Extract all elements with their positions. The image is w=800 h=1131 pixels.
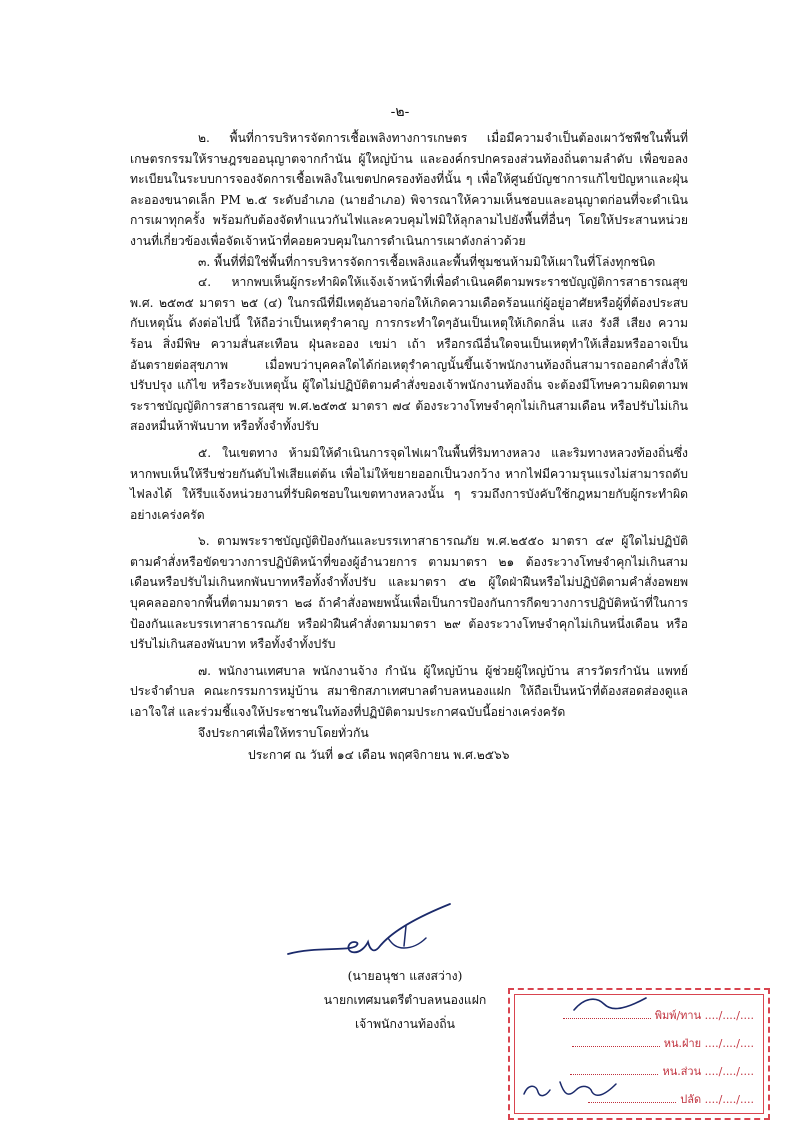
- clause-2: ๒. พื้นที่การบริหารจัดการเชื้อเพลิงทางการเกษตร เมื่อมีความจำเป็นต้องเผาวัชพืชในพื้นที่เกษตรกรรมให้ราษฎรขออนุญาตจากกำนัน ผู้ใหญ่บ้าน และองค์กรปกครองส่วนท้องถิ่นตามลำดับ เพื่อขอลงทะเบียนในระบบการจองจัดการเชื้อเพลิงในเขตปกครองท้องที่นั้น ๆ เพื่อให้ศูนย์บัญชาการแก้ไขปัญหาและฝุ่นละอองขนาดเล็ก PM ๒.๕ ระดับอำเภอ (นายอำเภอ) พิจารณาให้ความเห็นชอบและอนุญาตก่อนที่จะดำเนินการเผาทุกครั้ง พร้อมกับต้องจัดทำแนวกันไฟและควบคุมไฟมิให้ลุกลามไปยังพื้นที่อื่นๆ โดยให้ประสานหน่วยงานที่เกี่ยวข้องเพื่อจัดเจ้าหน้าที่คอยควบคุมในการดำเนินการเผาดังกล่าวด้วย: [130, 131, 688, 248]
- signature-image: [280, 898, 460, 964]
- stamp-date-clerk: ..../..../....: [704, 1093, 754, 1106]
- signer-role: เจ้าพนักงานท้องถิ่น: [354, 1017, 456, 1031]
- stamp-handwritten-signature: [520, 1074, 620, 1104]
- stamp-date-section-head: ..../..../....: [704, 1037, 754, 1050]
- signer-position: นายกเทศมนตรีตำบลหนองแฝก: [323, 993, 487, 1007]
- clause-7: ๗. พนักงานเทศบาล พนักงานจ้าง กำนัน ผู้ใหญ่บ้าน ผู้ช่วยผู้ใหญ่บ้าน สารวัตรกำนัน แพทย์ประจำตำบล คณะกรรมการหมู่บ้าน สมาชิกสภาเทศบาลตำบลหนองแฝก ให้ถือเป็นหน้าที่ต้องสอดส่องดูแลเอาใจใส่ และร่วมชี้แจงให้ประชาชนในท้องที่ปฏิบัติตามประกาศฉบับนี้อย่างเคร่งครัด: [130, 663, 688, 720]
- closing-statement: จึงประกาศเพื่อให้ทราบโดยทั่วกัน: [198, 725, 369, 740]
- clause-3: ๓. พื้นที่ที่มิใช่พื้นที่การบริหารจัดการเชื้อเพลิงและพื้นที่ชุมชนห้ามมิให้เผาในที่โล่งทุกชนิด: [198, 254, 656, 269]
- stamp-row-clerk: ปลัด ..../..../....: [588, 1090, 754, 1108]
- stamp-date-division-head: ..../..../....: [704, 1065, 754, 1078]
- stamp-date-typing: ..../..../....: [704, 1009, 754, 1022]
- clause-5: ๕. ในเขตทาง ห้ามมิให้ดำเนินการจุดไฟเผาในพื้นที่ริมทางหลวง และริมทางหลวงท้องถิ่นซึ่งหากพบเห็นให้รีบช่วยกันดับไฟเสียแต่ต้น เพื่อไม่ให้ขยายออกเป็นวงกว้าง หากไฟมีความรุนแรงไม่สามารถดับไฟลงได้ ให้รีบแจ้งหน่วยงานที่รับผิดชอบในเขตทางหลวงนั้น ๆ รวมถึงการบังคับใช้กฎหมายกับผู้กระทำผิดอย่างเคร่งครัด: [130, 445, 688, 522]
- stamp-row-division-head: หน.ส่วน ..../..../....: [570, 1062, 754, 1080]
- clause-4: ๔. หากพบเห็นผู้กระทำผิดให้แจ้งเจ้าหน้าที่เพื่อดำเนินคดีตามพระราชบัญญัติการสาธารณสุข พ.ศ. ๒๕๓๕ มาตรา ๒๕ (๔) ในกรณีที่มีเหตุอันอาจก่อให้เกิดความเดือดร้อนแก่ผู้อยู่อาศัยหรือผู้ที่ต้องประสบกับเหตุนั้น ดังต่อไปนี้ ให้ถือว่าเป็นเหตุรำคาญ การกระทำใดๆอันเป็นเหตุให้เกิดกลิ่น แสง รังสี เสียง ความร้อน สิ่งมีพิษ ความสั่นสะเทือน ฝุ่นละออง เขม่า เถ้า หรือกรณีอื่นใดจนเป็นเหตุทำให้เสื่อมหรืออาจเป็นอันตรายต่อสุขภาพ เมื่อพบว่าบุคคลใดได้ก่อเหตุรำคาญนั้นขึ้นเจ้าพนักงานท้องถิ่นสามารถออกคำสั่งให้ปรับปรุง แก้ไข หรือระงับเหตุนั้น ผู้ใดไม่ปฏิบัติตามคำสั่งของเจ้าพนักงานท้องถิ่น จะต้องมีโทษความผิดตามพระราชบัญญัติการสาธารณสุข พ.ศ.๒๕๓๕ มาตรา ๗๔ ต้องระวางโทษจำคุกไม่เกินสามเดือน หรือปรับไม่เกินสองหมื่นห้าพันบาท หรือทั้งจำทั้งปรับ: [130, 275, 688, 434]
- announcement-body: [130, 128, 688, 765]
- stamp-row-typing: พิมพ์/ทาน ..../..../....: [563, 1006, 754, 1024]
- signer-name: (นายอนุชา แสงสว่าง): [347, 969, 463, 983]
- announcement-date: ประกาศ ณ วันที่ ๑๔ เดือน พฤศจิกายน พ.ศ.๒๕๖๖: [248, 748, 510, 763]
- routing-stamp: [508, 988, 770, 1120]
- page-number: -๒-: [390, 104, 410, 120]
- clause-6: ๖. ตามพระราชบัญญัติป้องกันและบรรเทาสาธารณภัย พ.ศ.๒๕๕๐ มาตรา ๔๙ ผู้ใดไม่ปฏิบัติตามคำสั่งหรือขัดขวางการปฏิบัติหน้าที่ของผู้อำนวยการ ตามมาตรา ๒๑ ต้องระวางโทษจำคุกไม่เกินสามเดือนหรือปรับไม่เกินหกพันบาทหรือทั้งจำทั้งปรับ และมาตรา ๕๒ ผู้ใดฝ่าฝืนหรือไม่ปฏิบัติตามคำสั่งอพยพบุคคลออกจากพื้นที่ตามมาตรา ๒๘ ถ้าคำสั่งอพยพนั้นเพื่อเป็นการป้องกันการกีดขวางการปฏิบัติหน้าที่ในการป้องกันและบรรเทาสาธารณภัย หรือฝ่าฝืนคำสั่งตามมาตรา ๒๙ ต้องระวางโทษจำคุกไม่เกินหนึ่งเดือน หรือปรับไม่เกินสองพันบาท หรือทั้งจำทั้งปรับ: [130, 534, 688, 652]
- stamp-row-section-head: หน.ฝ่าย ..../..../....: [572, 1034, 754, 1052]
